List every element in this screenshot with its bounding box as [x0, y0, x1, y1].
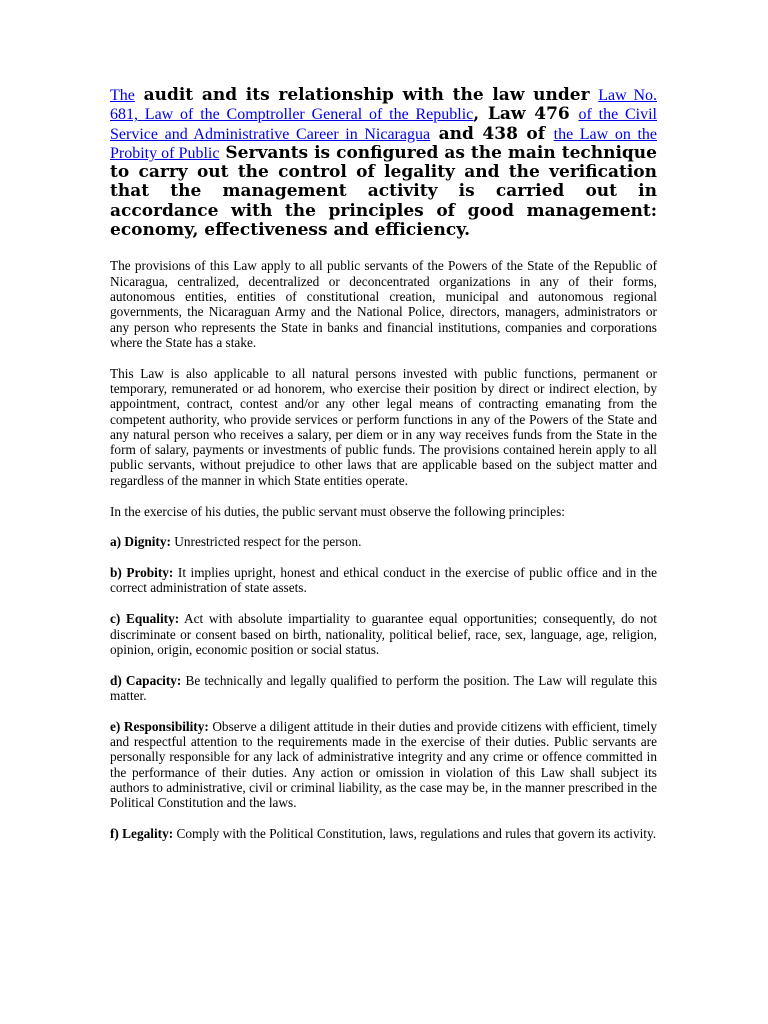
principle-text: Act with absolute impartiality to guarantee equal opportunities; consequently, do not discriminate or consent based on birth, nationality, political belief, race, sex, language, age, religion, opinion, origin, economic position or social status.: [110, 611, 657, 657]
heading-link-law-681[interactable]: Law No. 681, Law of the Comptroller General of the Republic: [110, 87, 657, 124]
principle-text: It implies upright, honest and ethical conduct in the exercise of public office and in the correct administration of state assets.: [110, 565, 657, 596]
principle-term: e) Responsibility:: [110, 718, 209, 734]
principle-term: b) Probity:: [110, 565, 174, 581]
paragraph-natural-persons: This Law is also applicable to all natural persons invested with public functions, permanent or temporary, remunerated or ad honorem, who exercise their position by direct or indirect election, by appointment, contract, contest and/or any other legal means of contracting emanating from the competent authority, who provide services or perform functions in any of the Powers of the State and any natural person who receives a salary, per diem or in any way receives funds from the State in the form of salary, payments or investments of public funds. The provisions contained herein apply to all public servants, without prejudice to other laws that are applicable based on the subject matter and regardless of the manner in which State entities operate.: [110, 365, 657, 488]
principle-legality: [110, 826, 657, 841]
principle-text: Unrestricted respect for the person.: [170, 534, 362, 550]
heading-link-civil-service[interactable]: of the Civil Service and Administrative Career in Nicaragua: [110, 106, 657, 143]
document-heading: [110, 86, 657, 240]
heading-link-probity-law[interactable]: the Law on the Probity of Public: [110, 125, 657, 162]
principle-term: c) Equality:: [110, 611, 180, 627]
principle-term: d) Capacity:: [110, 672, 182, 688]
principle-dignity: [110, 534, 657, 549]
principle-text: Observe a diligent attitude in their duties and provide citizens with efficient, timely and respectful attention to the requirements made in the exercise of their duties. Public servants are personally responsible for any lack of administrative integrity and any crime or offence committed in the performance of their duties. Any action or omission in violation of this Law shall subject its authors to administrative, civil or criminal liability, as the case may be, in the manner prescribed in the Political Constitution and the laws.: [110, 718, 657, 811]
principle-equality: [110, 611, 657, 657]
paragraph-principles-intro: In the exercise of his duties, the public servant must observe the following principles:: [110, 503, 565, 519]
principle-responsibility: [110, 719, 657, 811]
heading-text-4: Servants is configured as the main technique to carry out the control of legality and the verification that the management activity is carried out in accordance with the principles of good management: economy, effectiveness and efficiency.: [110, 142, 657, 241]
principle-text: Comply with the Political Constitution, laws, regulations and rules that govern its activity.: [173, 825, 657, 841]
principle-capacity: [110, 673, 657, 704]
heading-text-3: and 438 of: [430, 123, 554, 144]
paragraph-scope: The provisions of this Law apply to all public servants of the Powers of the State of the Republic of Nicaragua, centralized, decentralized or deconcentrated organizations in any of their forms, autonomous entities, entities of constitutional creation, municipal and autonomous regional governments, the Nicaraguan Army and the National Police, directors, managers, administrators or any person who represents the State in banks and financial institutions, companies and corporations where the State has a stake.: [110, 258, 657, 350]
principle-probity: [110, 565, 657, 596]
heading-text-1: audit and its relationship with the law under: [134, 85, 599, 105]
heading-text-2: , Law 476: [473, 104, 579, 125]
principle-text: Be technically and legally qualified to perform the position. The Law will regulate this matter.: [110, 672, 657, 703]
heading-link-the[interactable]: The: [110, 87, 135, 104]
principle-term: f) Legality:: [110, 825, 174, 841]
principle-term: a) Dignity:: [110, 534, 171, 550]
